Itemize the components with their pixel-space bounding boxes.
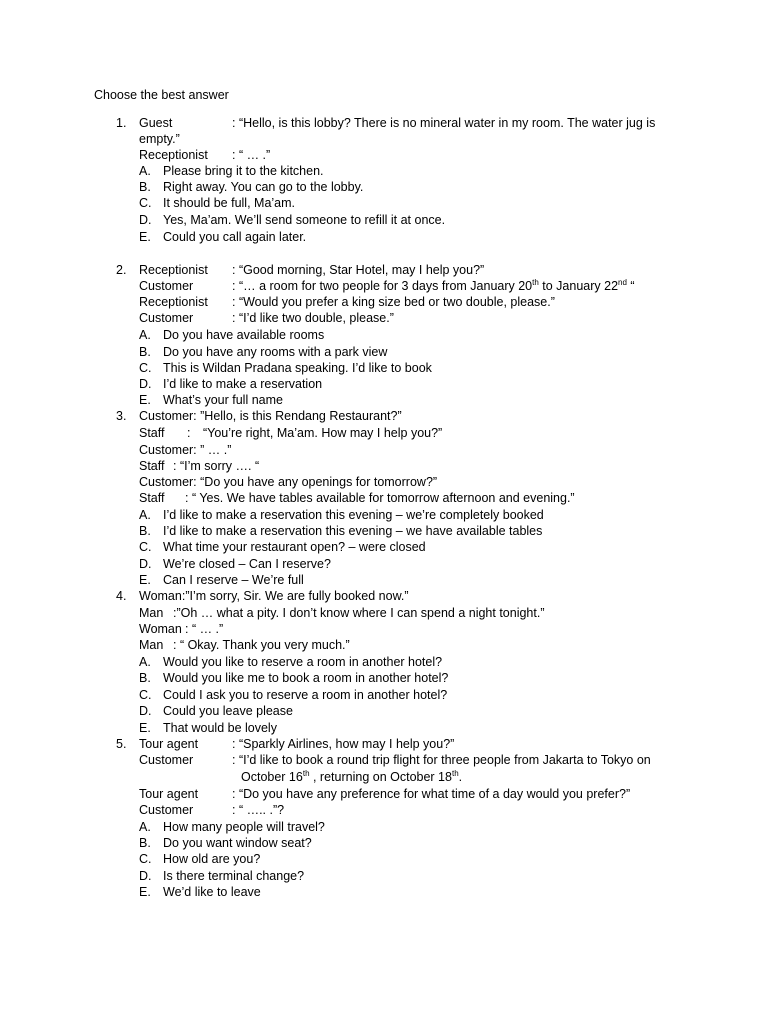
dialogue-line: [139, 263, 484, 277]
dialogue-line: [139, 491, 575, 505]
option-d: [139, 557, 331, 571]
dialogue-text: :”Oh … what a pity. I don’t know where I can spend a night tonight.”: [173, 606, 545, 620]
option-e: [139, 393, 283, 407]
option-b: [139, 836, 312, 850]
dialogue-line: [139, 426, 442, 440]
option-b: [139, 524, 542, 538]
speaker-label: Woman: [139, 589, 182, 603]
option-b: [139, 180, 363, 194]
option-text: Would you like to reserve a room in another hotel?: [163, 655, 443, 669]
option-letter: E.: [139, 393, 151, 407]
option-b: [139, 345, 387, 359]
dialogue-text: “Do you have any openings for tomorrow?”: [196, 475, 438, 489]
question-number: 3.: [116, 409, 127, 423]
dialogue-text: “: [626, 279, 635, 293]
option-letter: C.: [139, 361, 152, 375]
option-c: [139, 361, 432, 375]
dialogue-text: : “Good morning, Star Hotel, may I help you?”: [232, 263, 485, 277]
option-text: Could you call again later.: [163, 230, 307, 244]
superscript: th: [451, 768, 459, 778]
speaker-label: Receptionist: [139, 263, 208, 277]
dialogue-line: [139, 132, 180, 146]
option-letter: B.: [139, 836, 151, 850]
option-text: Would you like me to book a room in another hotel?: [163, 671, 449, 685]
option-text: That would be lovely: [163, 721, 277, 735]
option-letter: E.: [139, 885, 151, 899]
dialogue-text: : “ Yes. We have tables available for tomorrow afternoon and evening.”: [185, 491, 575, 505]
option-letter: A.: [139, 508, 151, 522]
dialogue-line: [139, 311, 394, 325]
option-text: It should be full, Ma’am.: [163, 196, 296, 210]
superscript: th: [302, 768, 310, 778]
dialogue-line: [139, 443, 231, 457]
option-c: [139, 688, 447, 702]
instruction-heading: Choose the best answer: [94, 88, 229, 102]
option-letter: A.: [139, 328, 151, 342]
dialogue-text: : “ … .”: [232, 148, 271, 162]
option-text: What time your restaurant open? – were closed: [163, 540, 426, 554]
option-letter: C.: [139, 688, 152, 702]
dialogue-text: : “Would you prefer a king size bed or two double, please.”: [232, 295, 555, 309]
option-text: How old are you?: [163, 852, 261, 866]
option-letter: C.: [139, 852, 152, 866]
speaker-label: Customer: [139, 753, 194, 767]
option-text: What’s your full name: [163, 393, 283, 407]
option-a: [139, 164, 324, 178]
option-text: Can I reserve – We’re full: [163, 573, 304, 587]
question-number: 2.: [116, 263, 127, 277]
dialogue-line: [139, 279, 635, 293]
option-text: We’re closed – Can I reserve?: [163, 557, 331, 571]
dialogue-line: [139, 116, 655, 130]
option-b: [139, 671, 448, 685]
option-letter: B.: [139, 671, 151, 685]
option-letter: E.: [139, 573, 151, 587]
option-e: [139, 885, 261, 899]
speaker-label: Staff: [139, 459, 165, 473]
speaker-label: Customer: [139, 311, 194, 325]
dialogue-line: [139, 459, 259, 473]
superscript: nd: [618, 277, 627, 287]
option-letter: D.: [139, 213, 152, 227]
speaker-label: Man: [139, 606, 164, 620]
option-e: [139, 230, 306, 244]
dialogue-text: : “I’d like two double, please.”: [232, 311, 394, 325]
option-text: We’d like to leave: [163, 885, 261, 899]
option-d: [139, 704, 293, 718]
dialogue-line: [139, 622, 223, 636]
dialogue-text: , returning on October 18: [309, 770, 452, 784]
option-letter: B.: [139, 345, 151, 359]
question-number: 1.: [116, 116, 127, 130]
dialogue-text: : “I’d like to book a round trip flight for three people from Jakarta to Tokyo on: [232, 753, 651, 767]
speaker-label: Receptionist: [139, 295, 208, 309]
option-c: [139, 852, 260, 866]
speaker-label: Customer: [139, 279, 194, 293]
option-c: [139, 196, 295, 210]
dialogue-text: : “ ….. .”?: [232, 803, 285, 817]
option-d: [139, 869, 304, 883]
speaker-label: Receptionist: [139, 148, 208, 162]
option-e: [139, 721, 277, 735]
dialogue-text: to January 22: [538, 279, 619, 293]
dialogue-line: [139, 737, 454, 751]
speaker-label: Customer:: [139, 409, 197, 423]
dialogue-text: empty.”: [139, 132, 180, 146]
dialogue-line: [139, 148, 270, 162]
question-number: 4.: [116, 589, 127, 603]
option-text: Do you want window seat?: [163, 836, 312, 850]
speaker-label: Man: [139, 638, 164, 652]
speaker-label: Guest: [139, 116, 173, 130]
option-letter: D.: [139, 557, 152, 571]
option-text: Could I ask you to reserve a room in another hotel?: [163, 688, 448, 702]
option-text: Do you have any rooms with a park view: [163, 345, 388, 359]
option-letter: B.: [139, 180, 151, 194]
speaker-label: Tour agent: [139, 787, 199, 801]
dialogue-text: ” … .”: [196, 443, 232, 457]
option-text: Is there terminal change?: [163, 869, 305, 883]
option-letter: E.: [139, 230, 151, 244]
dialogue-text: : “… a room for two people for 3 days from January 20: [232, 279, 533, 293]
option-text: Could you leave please: [163, 704, 293, 718]
option-a: [139, 508, 544, 522]
dialogue-line: [139, 475, 437, 489]
speaker-label: Customer: [139, 803, 194, 817]
dialogue-text: : “Hello, is this lobby? There is no mineral water in my room. The water jug is: [232, 116, 656, 130]
option-letter: A.: [139, 820, 151, 834]
option-letter: D.: [139, 704, 152, 718]
option-letter: E.: [139, 721, 151, 735]
dialogue-text: : “Do you have any preference for what time of a day would you prefer?”: [232, 787, 631, 801]
dialogue-text: ”Hello, is this Rendang Restaurant?”: [196, 409, 402, 423]
option-text: How many people will travel?: [163, 820, 325, 834]
dialogue-text: “You’re right, Ma’am. How may I help you?”: [203, 426, 443, 440]
option-d: [139, 213, 445, 227]
option-text: This is Wildan Pradana speaking. I’d like to book: [163, 361, 432, 375]
option-text: I’d like to make a reservation this evening – we have available tables: [163, 524, 543, 538]
option-c: [139, 540, 426, 554]
dialogue-text: : “Sparkly Airlines, how may I help you?”: [232, 737, 455, 751]
dialogue-line: [139, 409, 402, 423]
option-a: [139, 820, 325, 834]
speaker-label: Staff: [139, 426, 165, 440]
dialogue-text: : “ Okay. Thank you very much.”: [173, 638, 350, 652]
speaker-label: Woman: [139, 622, 182, 636]
option-letter: A.: [139, 655, 151, 669]
dialogue-line: [139, 589, 409, 603]
dialogue-line: [139, 787, 630, 801]
option-letter: D.: [139, 869, 152, 883]
dialogue-text: .: [458, 770, 463, 784]
option-text: I’d like to make a reservation: [163, 377, 323, 391]
speaker-label: Staff: [139, 491, 165, 505]
dialogue-text: : “I’m sorry …. “: [173, 459, 260, 473]
option-text: I’d like to make a reservation this evening – we’re completely booked: [163, 508, 544, 522]
superscript: th: [532, 277, 539, 287]
dialogue-line: [139, 606, 545, 620]
colon-separator: :: [187, 426, 191, 440]
option-text: Do you have available rooms: [163, 328, 325, 342]
option-e: [139, 573, 304, 587]
speaker-label: Customer:: [139, 475, 197, 489]
option-a: [139, 655, 442, 669]
option-letter: B.: [139, 524, 151, 538]
speaker-label: Tour agent: [139, 737, 199, 751]
dialogue-text: : “ … .”: [185, 622, 224, 636]
option-letter: D.: [139, 377, 152, 391]
dialogue-line: [241, 770, 462, 784]
option-letter: A.: [139, 164, 151, 178]
option-text: Right away. You can go to the lobby.: [163, 180, 364, 194]
dialogue-line: [139, 803, 284, 817]
dialogue-line: [139, 638, 350, 652]
dialogue-text: :”I’m sorry, Sir. We are fully booked now.”: [181, 589, 409, 603]
option-text: Please bring it to the kitchen.: [163, 164, 324, 178]
option-letter: C.: [139, 540, 152, 554]
speaker-label: Customer:: [139, 443, 197, 457]
dialogue-line: [139, 753, 651, 767]
option-d: [139, 377, 322, 391]
option-a: [139, 328, 324, 342]
option-letter: C.: [139, 196, 152, 210]
dialogue-line: [139, 295, 555, 309]
question-number: 5.: [116, 737, 127, 751]
dialogue-text: October 16: [241, 770, 303, 784]
option-text: Yes, Ma’am. We’ll send someone to refill it at once.: [163, 213, 446, 227]
